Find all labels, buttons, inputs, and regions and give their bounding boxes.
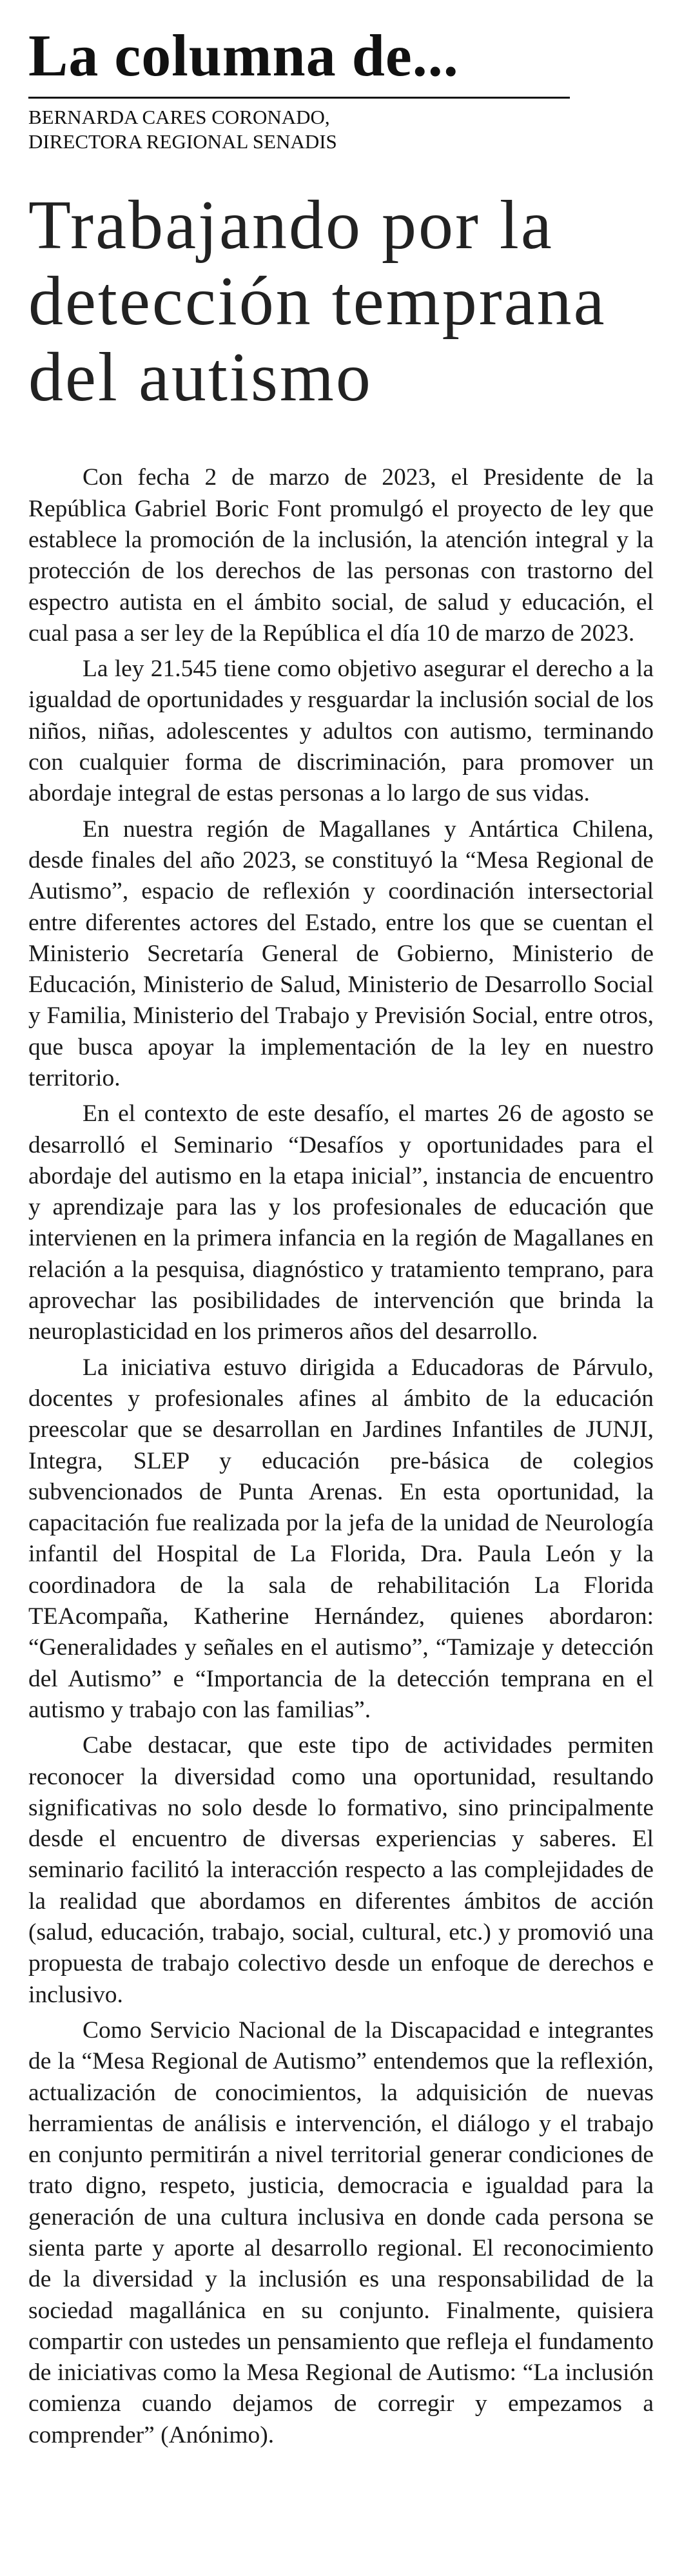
headline-line: del autismo [28,339,373,416]
article [28,0,654,2455]
paragraph: Con fecha 2 de marzo de 2023, el Presidente de la República Gabriel Boric Font promulgó el proyecto de ley que establece la promoción de la inclusión, la atención integral y la protección de los derechos de las personas con trastorno del espectro autista en el ámbito social, de salud y educación, el cual pasa a ser ley de la República el día 10 de marzo de 2023. [28,464,654,647]
column-header: La columna de... [28,23,459,88]
article-body [28,462,654,2451]
paragraph: En el contexto de este desafío, el martes 26 de agosto se desarrolló el Seminario “Desafíos y oportunidades para el abordaje del autismo en la etapa inicial”, instancia de encuentro y aprendizaje para las y los profesionales de educación que intervienen en la primera infancia en la región de Magallanes en relación a la pesquisa, diagnóstico y tratamiento temprano, para aprovechar las posibilidades de intervención que brinda la neuroplasticidad en los primeros años del desarrollo. [28,1100,654,1345]
headline-line: detección temprana [28,263,607,340]
paragraph: En nuestra región de Magallanes y Antártica Chilena, desde finales del año 2023, se constituyó la “Mesa Regional de Autismo”, espacio de reflexión y coordinación intersectorial entre diferentes actores del Estado, entre los que se cuentan el Ministerio Secretaría General de Gobierno, Ministerio de Educación, Ministerio de Salud, Ministerio de Desarrollo Social y Familia, Ministerio del Trabajo y Previsión Social, entre otros, que busca apoyar la implementación de la ley en nuestro territorio. [28,815,654,1091]
headline-line: Trabajando por la [28,187,554,264]
header-divider [28,97,570,99]
byline [28,105,654,154]
byline-author: BERNARDA CARES CORONADO, [28,106,330,128]
paragraph: La iniciativa estuvo dirigida a Educadoras de Párvulo, docentes y profesionales afines al ámbito de la educación preescolar que se desarrollan en Jardines Infantiles de JUNJI, Integra, SLEP y educación pre-básica de colegios subvencionados de Punta Arenas. En esta oportunidad, la capacitación fue realizada por la jefa de la unidad de Neurología infantil del Hospital de La Florida, Dra. Paula León y la coordinadora de la sala de rehabilitación La Florida TEAcompaña, Katherine Hernández, quienes abordaron: “Generalidades y señales en el autismo”, “Tamizaje y detección del Autismo” e “Importancia de la detección temprana en el autismo y trabajo con las familias”. [28,1354,654,1723]
byline-role: DIRECTORA REGIONAL SENADIS [28,130,337,153]
paragraph: Como Servicio Nacional de la Discapacidad e integrantes de la “Mesa Regional de Autismo” entendemos que la reflexión, actualización de conocimientos, la adquisición de nuevas herramientas de análisis e intervención, el diálogo y el trabajo en conjunto permitirán a nivel territorial generar condiciones de trato digno, respeto, justicia, democracia e igualdad para la generación de una cultura inclusiva en donde cada persona se sienta parte y aporte al desarrollo regional. El reconocimiento de la diversidad y la inclusión es una responsabilidad de la sociedad magallánica en su conjunto. Finalmente, quisiera compartir con ustedes un pensamiento que refleja el fundamento de iniciativas como la Mesa Regional de Autismo: “La inclusión comienza cuando dejamos de corregir y empezamos a comprender” (Anónimo). [28,2016,654,2448]
paragraph: La ley 21.545 tiene como objetivo asegurar el derecho a la igualdad de oportunidades y resguardar la inclusión social de los niños, niñas, adolescentes y adultos con autismo, terminando con cualquier forma de discriminación, para promover un abordaje integral de estas personas a lo largo de sus vidas. [28,656,654,807]
article-headline [28,188,654,416]
paragraph: Cabe destacar, que este tipo de actividades permiten reconocer la diversidad como una oportunidad, resultando significativas no solo desde lo formativo, sino principalmente desde el encuentro de diversas experiencias y saberes. El seminario facilitó la interacción respecto a las complejidades de la realidad que abordamos en diferentes ámbitos de acción (salud, educación, trabajo, social, cultural, etc.) y promovió una propuesta de trabajo colectivo desde un enfoque de derechos e inclusivo. [28,1732,654,2008]
